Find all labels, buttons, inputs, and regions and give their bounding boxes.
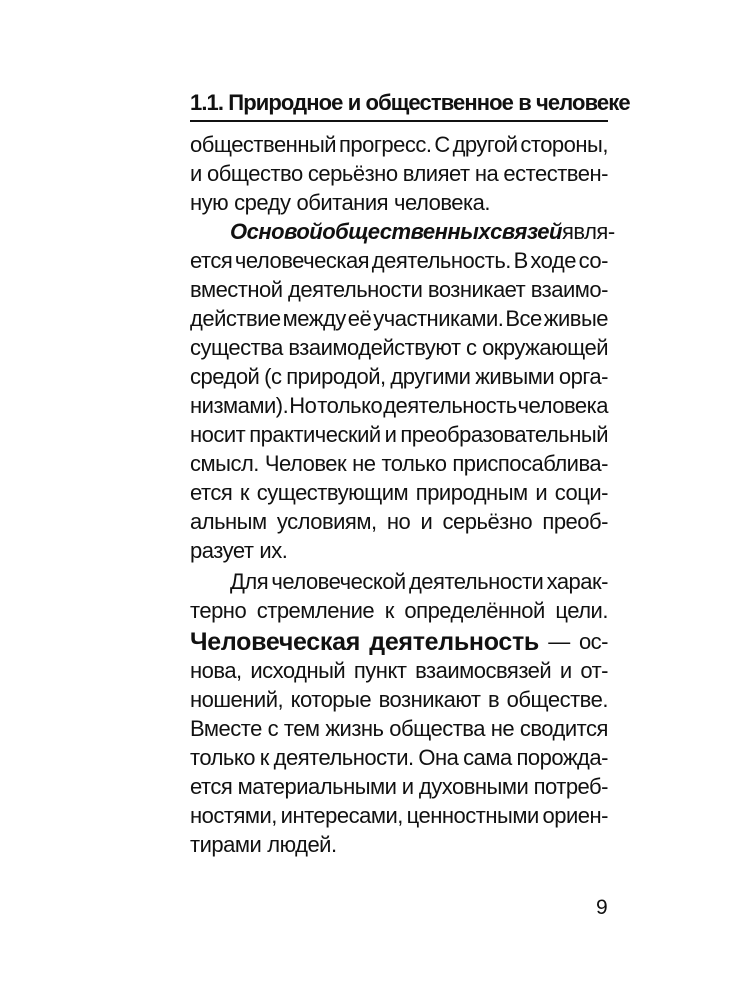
word: и — [559, 658, 572, 683]
word: сводится — [519, 716, 608, 741]
text-line — [190, 478, 608, 508]
word: в — [487, 687, 500, 712]
word: природным — [415, 480, 528, 505]
word: харак- — [546, 569, 608, 594]
word: влияет — [402, 161, 470, 186]
word: жизнь — [325, 716, 384, 741]
word: человека. — [394, 190, 490, 215]
text-line — [190, 130, 608, 160]
word: от- — [580, 658, 608, 683]
text-line — [190, 304, 608, 334]
word: — — [548, 629, 570, 654]
word: взаимодействуют — [288, 335, 461, 360]
word: и — [190, 161, 202, 186]
word: тем — [283, 716, 320, 741]
word: природой, — [286, 364, 386, 389]
text-line — [230, 217, 615, 247]
word: живыми — [475, 364, 555, 389]
word: и — [535, 480, 548, 505]
word: взаимосвязей — [415, 658, 552, 683]
word: преоб- — [542, 509, 608, 534]
text-line — [190, 801, 608, 831]
word: Для — [230, 569, 269, 594]
word: Но — [289, 393, 317, 418]
word: ношений, — [190, 687, 284, 712]
word: практический — [249, 422, 381, 447]
text-line — [190, 772, 608, 802]
word: людей. — [267, 832, 337, 857]
word: ется — [190, 480, 233, 505]
word: человеческой — [271, 569, 406, 594]
word: и — [420, 509, 433, 534]
text-line — [190, 507, 608, 537]
word: ориен- — [542, 803, 608, 828]
word: существа — [190, 335, 283, 360]
word: низмами). — [190, 393, 289, 418]
word: только — [190, 745, 255, 770]
word: на — [474, 161, 499, 186]
word: общественных — [322, 219, 491, 244]
word: к — [259, 745, 269, 770]
word: Вместе — [190, 716, 262, 741]
word: к — [384, 598, 394, 623]
page-number: 9 — [596, 896, 608, 919]
word: интересами, — [280, 803, 403, 828]
text-line — [190, 743, 608, 773]
running-header — [190, 84, 630, 122]
word: Человек — [264, 451, 347, 476]
word: с — [466, 335, 477, 360]
word: деятельность — [369, 628, 539, 656]
word: не — [352, 451, 376, 476]
word: только — [381, 451, 447, 476]
word: другими — [390, 364, 471, 389]
word: другой — [452, 132, 518, 157]
word: среду — [234, 190, 291, 215]
word: возникает — [427, 277, 526, 302]
word: ос- — [578, 629, 608, 654]
word: стороны, — [520, 132, 608, 157]
word: В — [513, 248, 528, 273]
word: и — [401, 774, 414, 799]
word: действие — [190, 306, 281, 331]
word: Человеческая — [190, 628, 361, 656]
word: серьёзно — [442, 509, 533, 534]
word: окружающей — [482, 335, 608, 360]
word: тирами — [190, 832, 262, 857]
word: существующим — [256, 480, 409, 505]
word: деятельность — [383, 393, 517, 418]
text-line — [190, 333, 608, 363]
word: Все — [505, 306, 542, 331]
text-line — [190, 246, 608, 276]
word: которые — [290, 687, 372, 712]
header-title: 1.1. Природное и общественное в человеке — [190, 90, 630, 115]
word: человеческая — [234, 248, 370, 273]
text-line — [190, 159, 608, 189]
word: ется — [190, 774, 233, 799]
word: общественный — [190, 132, 337, 157]
word: ценностными — [406, 803, 539, 828]
word: пункт — [353, 658, 407, 683]
word: стремление — [256, 598, 375, 623]
word: только — [317, 393, 383, 418]
word: с — [267, 716, 279, 741]
word: обитания — [296, 190, 389, 215]
word: Она — [418, 745, 459, 770]
word: исходный — [250, 658, 346, 683]
text-line — [190, 391, 608, 421]
word: обществе. — [506, 687, 608, 712]
word: человека — [517, 393, 608, 418]
word: серьёзно — [307, 161, 398, 186]
word: деятельности — [288, 277, 423, 302]
word: порожда- — [516, 745, 608, 770]
word: приспосаблива- — [452, 451, 608, 476]
word: деятельности — [408, 569, 544, 594]
word: С — [434, 132, 450, 157]
text-line — [190, 362, 608, 392]
word: между — [282, 306, 346, 331]
word: деятельность. — [371, 248, 511, 273]
word: ную — [190, 190, 229, 215]
text-line — [230, 567, 608, 597]
word: их. — [259, 538, 288, 563]
word: разует — [190, 538, 254, 563]
text-line — [190, 596, 608, 626]
word: потреб- — [533, 774, 608, 799]
word: средой — [190, 364, 260, 389]
word: участниками. — [373, 306, 504, 331]
word: её — [347, 306, 372, 331]
word: вместной — [190, 277, 283, 302]
word: возникают — [378, 687, 481, 712]
word: и — [384, 422, 397, 447]
word: альным — [190, 509, 267, 534]
word: взаимо- — [530, 277, 608, 302]
text-line — [190, 188, 608, 218]
word: ется — [190, 248, 233, 273]
word: сама — [463, 745, 512, 770]
text-line — [190, 685, 608, 715]
word: общества — [389, 716, 485, 741]
word: терно — [190, 598, 247, 623]
word: материальными — [237, 774, 397, 799]
word: ходе — [530, 248, 576, 273]
word: прогресс. — [338, 132, 432, 157]
word: цели. — [555, 598, 608, 623]
word: к — [239, 480, 250, 505]
word: связей — [490, 219, 562, 244]
word: смысл. — [190, 451, 259, 476]
word: соци- — [554, 480, 608, 505]
text-line — [190, 627, 608, 657]
word: определённой — [404, 598, 545, 623]
word: орга- — [558, 364, 608, 389]
word: Основой — [230, 219, 323, 244]
word: условиям, — [276, 509, 377, 534]
word: со- — [578, 248, 608, 273]
text-line — [190, 420, 608, 450]
word: живые — [543, 306, 608, 331]
text-line — [190, 275, 608, 305]
text-line — [190, 656, 608, 686]
text-line — [190, 830, 608, 860]
word: духовными — [418, 774, 529, 799]
word: ностями, — [190, 803, 277, 828]
word: естествен- — [503, 161, 608, 186]
word: (с — [264, 364, 282, 389]
text-line — [190, 449, 608, 479]
word: деятельности. — [273, 745, 414, 770]
word: явля- — [561, 219, 615, 244]
text-line — [190, 536, 608, 566]
word: преобразовательный — [400, 422, 608, 447]
word: не — [490, 716, 515, 741]
word: общество — [207, 161, 303, 186]
word: носит — [190, 422, 246, 447]
text-line — [190, 714, 608, 744]
word: нова, — [190, 658, 242, 683]
word: но — [386, 509, 411, 534]
